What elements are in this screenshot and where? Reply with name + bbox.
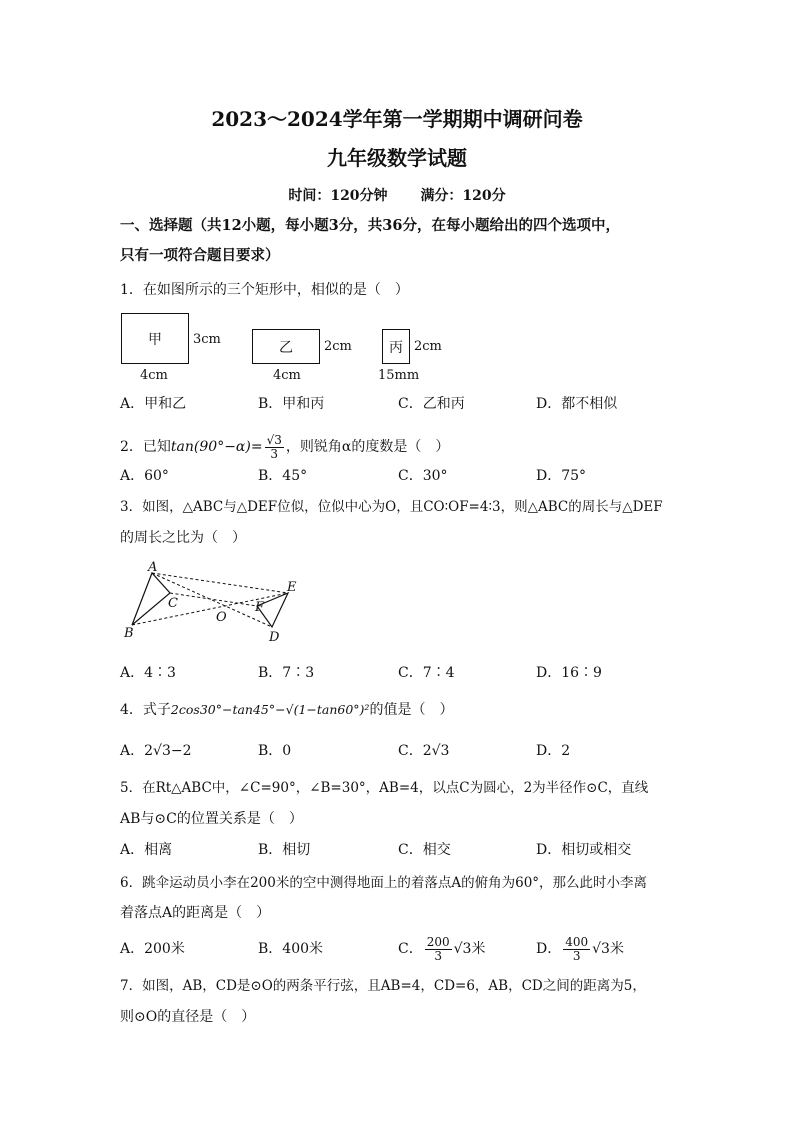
- rect-yi-side: 2cm: [324, 339, 352, 354]
- q4-option-c: C．2√3: [398, 743, 450, 759]
- q2-frac-den: 3: [270, 446, 279, 461]
- q7-stem-line2: 则⊙O的直径是（ ）: [120, 1009, 256, 1025]
- q6-option-c-fraction: [425, 936, 452, 963]
- q7-stem-line1: 7．如图，AB，CD是⊙O的两条平行弦，且AB=4，CD=6，AB，CD之间的距离为5，: [120, 978, 646, 994]
- label-a: A: [148, 560, 158, 575]
- q6-option-d-den: 3: [572, 948, 581, 963]
- q2-tan-expr: tan(90°−α)=: [170, 439, 263, 455]
- q1-option-a: A．甲和乙: [120, 396, 187, 412]
- rect-bing-bottom: 15mm: [378, 368, 420, 383]
- q2-option-c: C．30°: [398, 468, 448, 484]
- label-c: C: [168, 596, 178, 611]
- rect-yi-bottom: 4cm: [273, 368, 301, 383]
- q6-option-c-prefix: C．: [398, 941, 423, 957]
- q6-option-c: [398, 931, 485, 967]
- q5-option-c: C．相交: [398, 842, 451, 858]
- q3-stem-line2: 的周长之比为（ ）: [120, 530, 246, 546]
- q1-option-d: D．都不相似: [536, 396, 618, 412]
- q6-option-b: B．400米: [258, 941, 324, 957]
- q6-option-a: A．200米: [120, 941, 185, 957]
- q6-option-c-suffix: √3米: [453, 941, 486, 957]
- exam-info: [0, 187, 794, 205]
- label-o: O: [216, 610, 227, 625]
- q1-option-c: C．乙和丙: [398, 396, 465, 412]
- rect-bing: [382, 329, 410, 364]
- q6-option-d-num: 400: [565, 934, 589, 949]
- q3-option-b: B．7∶3: [258, 665, 315, 681]
- label-f: F: [255, 600, 265, 615]
- section-heading-line1: 一、选择题（共12小题，每小题3分，共36分，在每小题给出的四个选项中，: [120, 217, 620, 234]
- q2-option-d: D．75°: [536, 468, 587, 484]
- q4-expr: 2cos30°−tan45°−√(1−tan60°)²: [170, 702, 370, 717]
- q3-option-c: C．7∶4: [398, 665, 455, 681]
- q5-stem-line1: 5．在Rt△ABC中，∠C=90°，∠B=30°，AB=4，以点C为圆心，2为半径作⊙C，直线: [120, 780, 649, 796]
- q1-option-b: B．甲和丙: [258, 396, 325, 412]
- q4-prefix: 4．式子: [120, 702, 171, 718]
- q6-option-c-num: 200: [426, 934, 450, 949]
- rect-yi-label: 乙: [279, 339, 293, 356]
- q3-option-a: A．4∶3: [120, 665, 176, 681]
- q6-stem-line2: 着落点A的距离是（ ）: [120, 905, 271, 921]
- q2-frac-num: √3: [266, 432, 282, 447]
- q5-option-a: A．相离: [120, 842, 173, 858]
- section-heading-line2: 只有一项符合题目要求）: [120, 247, 280, 264]
- rect-jia-bottom: 4cm: [140, 368, 168, 383]
- rect-jia-side: 3cm: [193, 332, 221, 347]
- q4-option-a: A．2√3−2: [120, 743, 192, 759]
- q5-stem-line2: AB与⊙C的位置关系是（ ）: [120, 811, 303, 827]
- rect-bing-label: 丙: [389, 339, 403, 356]
- q2-option-a: A．60°: [120, 468, 169, 484]
- q1-stem: 1．在如图所示的三个矩形中，相似的是（ ）: [120, 282, 409, 298]
- q2-stem: [120, 431, 449, 463]
- q4-option-b: B．0: [258, 743, 292, 759]
- q6-option-d-suffix: √3米: [592, 941, 624, 957]
- label-e: E: [287, 580, 297, 595]
- q5-option-b: B．相切: [258, 842, 311, 858]
- q6-stem-line1: 6．跳伞运动员小李在200米的空中测得地面上的着落点A的俯角为60°，那么此时小李离: [120, 875, 648, 891]
- q4-stem: [120, 701, 453, 719]
- q2-fraction: [265, 434, 284, 461]
- dashed-line-cf: [170, 593, 257, 606]
- exam-title: 2023～2024学年第一学期期中调研问卷: [211, 107, 583, 131]
- q6-option-d: [536, 931, 624, 967]
- rect-jia-label: 甲: [148, 331, 162, 348]
- dashed-line-be: [132, 593, 288, 625]
- homothety-figure: [120, 560, 310, 650]
- q4-suffix: 的值是（ ）: [369, 702, 454, 718]
- q5-option-d: D．相切或相交: [536, 842, 632, 858]
- rect-jia: [121, 313, 189, 364]
- q6-option-c-den: 3: [434, 948, 442, 963]
- label-d: D: [269, 630, 280, 645]
- q2-suffix: ，则锐角α的度数是（ ）: [285, 439, 450, 455]
- label-b: B: [124, 626, 134, 641]
- q2-prefix: 2．已知: [120, 439, 171, 455]
- time-limit: 时间：120分钟: [288, 188, 388, 204]
- q3-option-d: D．16∶9: [536, 665, 602, 681]
- exam-subtitle: 九年级数学试题: [327, 146, 467, 170]
- q2-option-b: B．45°: [258, 468, 308, 484]
- rect-yi: [252, 329, 320, 364]
- rect-bing-side: 2cm: [414, 339, 442, 354]
- q3-stem-line1: 3．如图，△ABC与△DEF位似，位似中心为O，且CO∶OF=4∶3，则△ABC的周长与△DEF: [120, 499, 663, 515]
- q6-option-d-prefix: D．: [536, 941, 562, 957]
- dashed-line-ae: [152, 573, 288, 593]
- triangle-abc: [132, 573, 170, 625]
- full-score: 满分：120分: [420, 188, 506, 204]
- q6-option-d-fraction: [563, 936, 590, 963]
- q4-option-d: D．2: [536, 743, 571, 759]
